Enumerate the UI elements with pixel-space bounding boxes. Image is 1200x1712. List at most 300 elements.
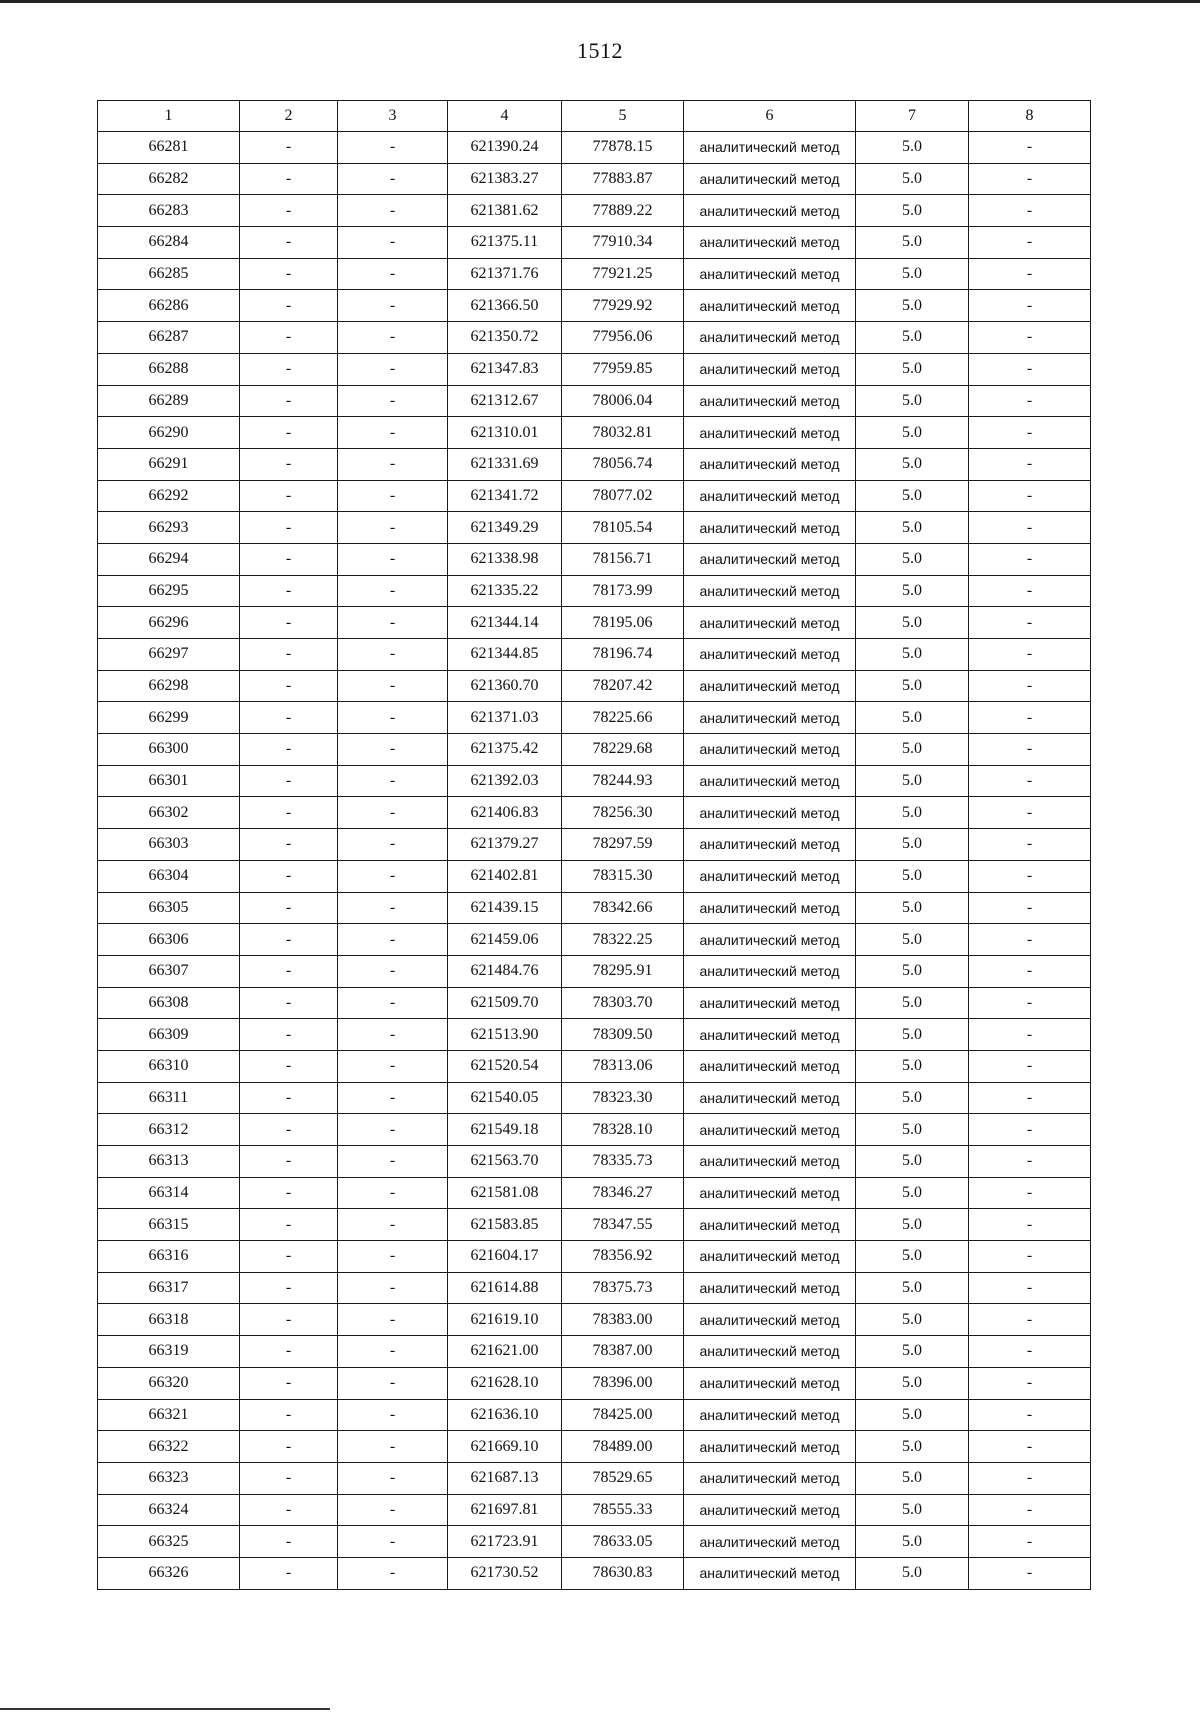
method-cell: аналитический метод [684, 448, 856, 480]
method-cell: аналитический метод [684, 353, 856, 385]
col3-cell: - [338, 258, 448, 290]
col2-cell: - [240, 1526, 338, 1558]
col2-cell: - [240, 607, 338, 639]
method-cell: аналитический метод [684, 607, 856, 639]
col8-cell: - [969, 1146, 1091, 1178]
accuracy-cell: 5.0 [856, 892, 969, 924]
y-coordinate-cell: 78229.68 [562, 734, 684, 766]
method-cell: аналитический метод [684, 1336, 856, 1368]
y-coordinate-cell: 78225.66 [562, 702, 684, 734]
col3-cell: - [338, 1462, 448, 1494]
col2-cell: - [240, 132, 338, 164]
accuracy-cell: 5.0 [856, 607, 969, 639]
x-coordinate-cell: 621371.03 [448, 702, 562, 734]
method-cell: аналитический метод [684, 1557, 856, 1589]
col2-cell: - [240, 892, 338, 924]
y-coordinate-cell: 77878.15 [562, 132, 684, 164]
y-coordinate-cell: 78105.54 [562, 512, 684, 544]
point-number-cell: 66289 [98, 385, 240, 417]
method-cell: аналитический метод [684, 132, 856, 164]
col2-cell: - [240, 1557, 338, 1589]
col8-cell: - [969, 1494, 1091, 1526]
col3-cell: - [338, 195, 448, 227]
x-coordinate-cell: 621381.62 [448, 195, 562, 227]
col3-cell: - [338, 132, 448, 164]
point-number-cell: 66299 [98, 702, 240, 734]
y-coordinate-cell: 77889.22 [562, 195, 684, 227]
col8-cell: - [969, 1114, 1091, 1146]
y-coordinate-cell: 78383.00 [562, 1304, 684, 1336]
col2-cell: - [240, 417, 338, 449]
y-coordinate-cell: 77921.25 [562, 258, 684, 290]
col2-cell: - [240, 924, 338, 956]
accuracy-cell: 5.0 [856, 575, 969, 607]
col8-cell: - [969, 575, 1091, 607]
accuracy-cell: 5.0 [856, 1114, 969, 1146]
accuracy-cell: 5.0 [856, 1304, 969, 1336]
method-cell: аналитический метод [684, 1304, 856, 1336]
col-header-6: 6 [684, 101, 856, 132]
point-number-cell: 66304 [98, 860, 240, 892]
point-number-cell: 66288 [98, 353, 240, 385]
table-row [98, 987, 1091, 1019]
table-row [98, 353, 1091, 385]
method-cell: аналитический метод [684, 1526, 856, 1558]
method-cell: аналитический метод [684, 163, 856, 195]
table-row [98, 1146, 1091, 1178]
col2-cell: - [240, 290, 338, 322]
accuracy-cell: 5.0 [856, 195, 969, 227]
col-header-1: 1 [98, 101, 240, 132]
col2-cell: - [240, 512, 338, 544]
col2-cell: - [240, 860, 338, 892]
point-number-cell: 66314 [98, 1177, 240, 1209]
col3-cell: - [338, 860, 448, 892]
point-number-cell: 66285 [98, 258, 240, 290]
method-cell: аналитический метод [684, 385, 856, 417]
col8-cell: - [969, 670, 1091, 702]
method-cell: аналитический метод [684, 1209, 856, 1241]
method-cell: аналитический метод [684, 797, 856, 829]
method-cell: аналитический метод [684, 1494, 856, 1526]
method-cell: аналитический метод [684, 639, 856, 671]
x-coordinate-cell: 621360.70 [448, 670, 562, 702]
table-row [98, 892, 1091, 924]
y-coordinate-cell: 78244.93 [562, 765, 684, 797]
table-row [98, 1557, 1091, 1589]
x-coordinate-cell: 621406.83 [448, 797, 562, 829]
col3-cell: - [338, 543, 448, 575]
table-row [98, 1019, 1091, 1051]
table-row [98, 1209, 1091, 1241]
method-cell: аналитический метод [684, 1082, 856, 1114]
accuracy-cell: 5.0 [856, 670, 969, 702]
method-cell: аналитический метод [684, 702, 856, 734]
accuracy-cell: 5.0 [856, 417, 969, 449]
col2-cell: - [240, 1272, 338, 1304]
y-coordinate-cell: 78328.10 [562, 1114, 684, 1146]
col3-cell: - [338, 1114, 448, 1146]
y-coordinate-cell: 77956.06 [562, 322, 684, 354]
point-number-cell: 66290 [98, 417, 240, 449]
col8-cell: - [969, 829, 1091, 861]
col2-cell: - [240, 1304, 338, 1336]
y-coordinate-cell: 78156.71 [562, 543, 684, 575]
table-body [98, 132, 1091, 1590]
y-coordinate-cell: 78077.02 [562, 480, 684, 512]
accuracy-cell: 5.0 [856, 734, 969, 766]
table-row [98, 1336, 1091, 1368]
col3-cell: - [338, 607, 448, 639]
x-coordinate-cell: 621563.70 [448, 1146, 562, 1178]
table-row [98, 132, 1091, 164]
table-row [98, 1399, 1091, 1431]
table-row [98, 1462, 1091, 1494]
x-coordinate-cell: 621439.15 [448, 892, 562, 924]
accuracy-cell: 5.0 [856, 1146, 969, 1178]
col8-cell: - [969, 765, 1091, 797]
col2-cell: - [240, 227, 338, 259]
table-row [98, 448, 1091, 480]
accuracy-cell: 5.0 [856, 1399, 969, 1431]
col2-cell: - [240, 322, 338, 354]
accuracy-cell: 5.0 [856, 543, 969, 575]
x-coordinate-cell: 621392.03 [448, 765, 562, 797]
x-coordinate-cell: 621484.76 [448, 955, 562, 987]
col-header-2: 2 [240, 101, 338, 132]
y-coordinate-cell: 78303.70 [562, 987, 684, 1019]
y-coordinate-cell: 78207.42 [562, 670, 684, 702]
table-row [98, 1241, 1091, 1273]
method-cell: аналитический метод [684, 1019, 856, 1051]
accuracy-cell: 5.0 [856, 448, 969, 480]
col3-cell: - [338, 1336, 448, 1368]
x-coordinate-cell: 621379.27 [448, 829, 562, 861]
col2-cell: - [240, 1019, 338, 1051]
point-number-cell: 66326 [98, 1557, 240, 1589]
y-coordinate-cell: 78342.66 [562, 892, 684, 924]
x-coordinate-cell: 621349.29 [448, 512, 562, 544]
col8-cell: - [969, 1367, 1091, 1399]
col-header-5: 5 [562, 101, 684, 132]
table-row [98, 639, 1091, 671]
accuracy-cell: 5.0 [856, 258, 969, 290]
col8-cell: - [969, 955, 1091, 987]
col3-cell: - [338, 1272, 448, 1304]
col3-cell: - [338, 163, 448, 195]
table-row [98, 1494, 1091, 1526]
accuracy-cell: 5.0 [856, 480, 969, 512]
col2-cell: - [240, 1399, 338, 1431]
col8-cell: - [969, 1526, 1091, 1558]
y-coordinate-cell: 78322.25 [562, 924, 684, 956]
col3-cell: - [338, 385, 448, 417]
accuracy-cell: 5.0 [856, 1177, 969, 1209]
col2-cell: - [240, 1082, 338, 1114]
method-cell: аналитический метод [684, 543, 856, 575]
col8-cell: - [969, 607, 1091, 639]
col2-cell: - [240, 195, 338, 227]
x-coordinate-cell: 621459.06 [448, 924, 562, 956]
y-coordinate-cell: 78032.81 [562, 417, 684, 449]
method-cell: аналитический метод [684, 322, 856, 354]
point-number-cell: 66307 [98, 955, 240, 987]
col3-cell: - [338, 765, 448, 797]
col8-cell: - [969, 1336, 1091, 1368]
accuracy-cell: 5.0 [856, 1526, 969, 1558]
table-row [98, 1526, 1091, 1558]
x-coordinate-cell: 621540.05 [448, 1082, 562, 1114]
table-row [98, 290, 1091, 322]
point-number-cell: 66322 [98, 1431, 240, 1463]
method-cell: аналитический метод [684, 1050, 856, 1082]
col2-cell: - [240, 1146, 338, 1178]
accuracy-cell: 5.0 [856, 1462, 969, 1494]
point-number-cell: 66286 [98, 290, 240, 322]
col3-cell: - [338, 353, 448, 385]
y-coordinate-cell: 78630.83 [562, 1557, 684, 1589]
table-row [98, 417, 1091, 449]
point-number-cell: 66303 [98, 829, 240, 861]
x-coordinate-cell: 621509.70 [448, 987, 562, 1019]
col2-cell: - [240, 1241, 338, 1273]
accuracy-cell: 5.0 [856, 512, 969, 544]
table-row [98, 1367, 1091, 1399]
table-row [98, 480, 1091, 512]
col3-cell: - [338, 1241, 448, 1273]
point-number-cell: 66302 [98, 797, 240, 829]
method-cell: аналитический метод [684, 290, 856, 322]
method-cell: аналитический метод [684, 227, 856, 259]
accuracy-cell: 5.0 [856, 353, 969, 385]
col2-cell: - [240, 1050, 338, 1082]
col8-cell: - [969, 1019, 1091, 1051]
x-coordinate-cell: 621344.14 [448, 607, 562, 639]
table-row [98, 1431, 1091, 1463]
y-coordinate-cell: 78529.65 [562, 1462, 684, 1494]
accuracy-cell: 5.0 [856, 1209, 969, 1241]
col2-cell: - [240, 1367, 338, 1399]
x-coordinate-cell: 621375.42 [448, 734, 562, 766]
col8-cell: - [969, 1177, 1091, 1209]
method-cell: аналитический метод [684, 258, 856, 290]
method-cell: аналитический метод [684, 1431, 856, 1463]
x-coordinate-cell: 621697.81 [448, 1494, 562, 1526]
col8-cell: - [969, 1304, 1091, 1336]
y-coordinate-cell: 77929.92 [562, 290, 684, 322]
point-number-cell: 66321 [98, 1399, 240, 1431]
x-coordinate-cell: 621604.17 [448, 1241, 562, 1273]
x-coordinate-cell: 621310.01 [448, 417, 562, 449]
col8-cell: - [969, 987, 1091, 1019]
col3-cell: - [338, 1209, 448, 1241]
col8-cell: - [969, 385, 1091, 417]
col2-cell: - [240, 543, 338, 575]
accuracy-cell: 5.0 [856, 829, 969, 861]
accuracy-cell: 5.0 [856, 1050, 969, 1082]
y-coordinate-cell: 77910.34 [562, 227, 684, 259]
accuracy-cell: 5.0 [856, 1241, 969, 1273]
y-coordinate-cell: 78346.27 [562, 1177, 684, 1209]
y-coordinate-cell: 78295.91 [562, 955, 684, 987]
col3-cell: - [338, 1431, 448, 1463]
col3-cell: - [338, 575, 448, 607]
x-coordinate-cell: 621621.00 [448, 1336, 562, 1368]
x-coordinate-cell: 621375.11 [448, 227, 562, 259]
col2-cell: - [240, 1336, 338, 1368]
col8-cell: - [969, 258, 1091, 290]
accuracy-cell: 5.0 [856, 1494, 969, 1526]
y-coordinate-cell: 78196.74 [562, 639, 684, 671]
x-coordinate-cell: 621366.50 [448, 290, 562, 322]
col2-cell: - [240, 448, 338, 480]
col8-cell: - [969, 448, 1091, 480]
col8-cell: - [969, 1050, 1091, 1082]
point-number-cell: 66306 [98, 924, 240, 956]
col8-cell: - [969, 1462, 1091, 1494]
y-coordinate-cell: 78387.00 [562, 1336, 684, 1368]
point-number-cell: 66308 [98, 987, 240, 1019]
point-number-cell: 66293 [98, 512, 240, 544]
accuracy-cell: 5.0 [856, 702, 969, 734]
y-coordinate-cell: 78335.73 [562, 1146, 684, 1178]
table-row [98, 1304, 1091, 1336]
point-number-cell: 66301 [98, 765, 240, 797]
point-number-cell: 66317 [98, 1272, 240, 1304]
y-coordinate-cell: 78425.00 [562, 1399, 684, 1431]
scan-top-edge [0, 0, 1200, 3]
y-coordinate-cell: 78375.73 [562, 1272, 684, 1304]
y-coordinate-cell: 77883.87 [562, 163, 684, 195]
table-row [98, 1114, 1091, 1146]
accuracy-cell: 5.0 [856, 924, 969, 956]
method-cell: аналитический метод [684, 1146, 856, 1178]
method-cell: аналитический метод [684, 1241, 856, 1273]
point-number-cell: 66298 [98, 670, 240, 702]
point-number-cell: 66281 [98, 132, 240, 164]
table-row [98, 1272, 1091, 1304]
method-cell: аналитический метод [684, 1367, 856, 1399]
col3-cell: - [338, 480, 448, 512]
accuracy-cell: 5.0 [856, 987, 969, 1019]
accuracy-cell: 5.0 [856, 797, 969, 829]
x-coordinate-cell: 621619.10 [448, 1304, 562, 1336]
x-coordinate-cell: 621390.24 [448, 132, 562, 164]
col3-cell: - [338, 227, 448, 259]
x-coordinate-cell: 621628.10 [448, 1367, 562, 1399]
y-coordinate-cell: 78297.59 [562, 829, 684, 861]
col3-cell: - [338, 1557, 448, 1589]
x-coordinate-cell: 621669.10 [448, 1431, 562, 1463]
col2-cell: - [240, 258, 338, 290]
col3-cell: - [338, 1082, 448, 1114]
col8-cell: - [969, 702, 1091, 734]
method-cell: аналитический метод [684, 829, 856, 861]
col3-cell: - [338, 290, 448, 322]
col8-cell: - [969, 512, 1091, 544]
y-coordinate-cell: 78396.00 [562, 1367, 684, 1399]
y-coordinate-cell: 78356.92 [562, 1241, 684, 1273]
col-header-3: 3 [338, 101, 448, 132]
method-cell: аналитический метод [684, 670, 856, 702]
col8-cell: - [969, 353, 1091, 385]
col2-cell: - [240, 1114, 338, 1146]
y-coordinate-cell: 78195.06 [562, 607, 684, 639]
x-coordinate-cell: 621520.54 [448, 1050, 562, 1082]
accuracy-cell: 5.0 [856, 765, 969, 797]
col8-cell: - [969, 734, 1091, 766]
point-number-cell: 66323 [98, 1462, 240, 1494]
table-row [98, 860, 1091, 892]
accuracy-cell: 5.0 [856, 132, 969, 164]
point-number-cell: 66294 [98, 543, 240, 575]
y-coordinate-cell: 78313.06 [562, 1050, 684, 1082]
col3-cell: - [338, 322, 448, 354]
accuracy-cell: 5.0 [856, 860, 969, 892]
method-cell: аналитический метод [684, 195, 856, 227]
table-row [98, 322, 1091, 354]
accuracy-cell: 5.0 [856, 1082, 969, 1114]
col-header-7: 7 [856, 101, 969, 132]
col3-cell: - [338, 1146, 448, 1178]
y-coordinate-cell: 78173.99 [562, 575, 684, 607]
col2-cell: - [240, 639, 338, 671]
method-cell: аналитический метод [684, 987, 856, 1019]
accuracy-cell: 5.0 [856, 385, 969, 417]
col3-cell: - [338, 512, 448, 544]
table-row [98, 765, 1091, 797]
col8-cell: - [969, 892, 1091, 924]
x-coordinate-cell: 621583.85 [448, 1209, 562, 1241]
col2-cell: - [240, 987, 338, 1019]
x-coordinate-cell: 621350.72 [448, 322, 562, 354]
col3-cell: - [338, 1367, 448, 1399]
col8-cell: - [969, 639, 1091, 671]
col3-cell: - [338, 892, 448, 924]
table-row [98, 924, 1091, 956]
table-row [98, 829, 1091, 861]
col2-cell: - [240, 385, 338, 417]
col3-cell: - [338, 1050, 448, 1082]
col8-cell: - [969, 1241, 1091, 1273]
point-number-cell: 66311 [98, 1082, 240, 1114]
table-row [98, 258, 1091, 290]
point-number-cell: 66316 [98, 1241, 240, 1273]
col-header-8: 8 [969, 101, 1091, 132]
x-coordinate-cell: 621636.10 [448, 1399, 562, 1431]
x-coordinate-cell: 621383.27 [448, 163, 562, 195]
accuracy-cell: 5.0 [856, 955, 969, 987]
point-number-cell: 66324 [98, 1494, 240, 1526]
col2-cell: - [240, 575, 338, 607]
accuracy-cell: 5.0 [856, 1557, 969, 1589]
table-row [98, 734, 1091, 766]
col-header-4: 4 [448, 101, 562, 132]
accuracy-cell: 5.0 [856, 227, 969, 259]
method-cell: аналитический метод [684, 734, 856, 766]
point-number-cell: 66283 [98, 195, 240, 227]
y-coordinate-cell: 78323.30 [562, 1082, 684, 1114]
x-coordinate-cell: 621549.18 [448, 1114, 562, 1146]
x-coordinate-cell: 621338.98 [448, 543, 562, 575]
table-row [98, 512, 1091, 544]
method-cell: аналитический метод [684, 892, 856, 924]
col2-cell: - [240, 1494, 338, 1526]
accuracy-cell: 5.0 [856, 639, 969, 671]
point-number-cell: 66292 [98, 480, 240, 512]
method-cell: аналитический метод [684, 860, 856, 892]
point-number-cell: 66325 [98, 1526, 240, 1558]
